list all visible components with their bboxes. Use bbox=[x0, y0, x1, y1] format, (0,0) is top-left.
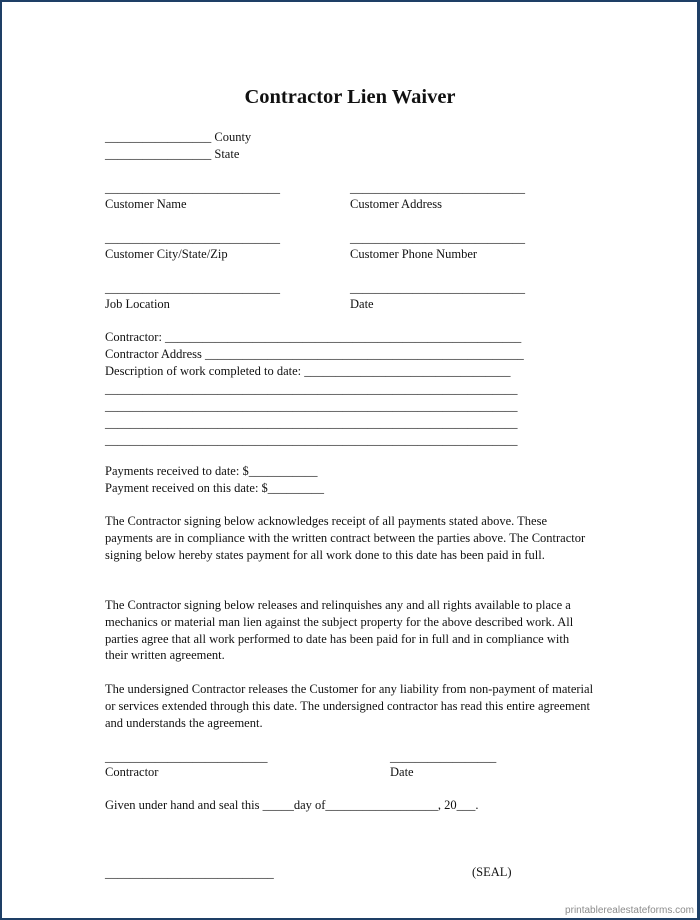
payments-to-date-field: Payments received to date: $___________ bbox=[105, 464, 318, 478]
signature-date-label: Date bbox=[390, 765, 414, 779]
customer-address-label: Customer Address bbox=[350, 197, 443, 211]
contractor-signature-label: Contractor bbox=[105, 765, 159, 779]
job-location-line: ____________________________ bbox=[105, 281, 280, 295]
final-signature-line: ___________________________ bbox=[105, 866, 274, 880]
description-blank-line: __________________________________________________________________ bbox=[105, 399, 518, 413]
customer-city-label: Customer City/State/Zip bbox=[105, 247, 228, 261]
work-description-field: Description of work completed to date: _________________________________ bbox=[105, 364, 511, 378]
customer-address-line: ____________________________ bbox=[350, 181, 525, 195]
customer-phone-line: ____________________________ bbox=[350, 231, 525, 245]
document-title: Contractor Lien Waiver bbox=[244, 86, 456, 108]
customer-name-line: ____________________________ bbox=[105, 181, 280, 195]
job-date-line: ____________________________ bbox=[350, 281, 525, 295]
county-field: _________________ County bbox=[105, 130, 252, 144]
paragraph-acknowledgment: The Contractor signing below acknowledges receipt of all payments stated above. These payments are in compliance with the written contract between the parties above. The Contractor signing below hereby states payment for all work done to this date has been paid in full. bbox=[105, 514, 586, 562]
job-location-label: Job Location bbox=[105, 297, 170, 311]
customer-city-line: ____________________________ bbox=[105, 231, 280, 245]
description-blank-line: __________________________________________________________________ bbox=[105, 416, 518, 430]
paragraph-release: The Contractor signing below releases and relinquishes any and all rights available to place a mechanics or material man lien against the subject property for the above described work. All parties agree that all work performed to date has been paid for in full and in compliance with their written agreement. bbox=[105, 598, 574, 663]
description-blank-line: __________________________________________________________________ bbox=[105, 433, 518, 447]
description-blank-line: __________________________________________________________________ bbox=[105, 382, 518, 396]
payment-this-date-field: Payment received on this date: $_________ bbox=[105, 481, 325, 495]
customer-phone-label: Customer Phone Number bbox=[350, 247, 478, 261]
job-date-label: Date bbox=[350, 297, 374, 311]
given-under-hand-line: Given under hand and seal this _____day of__________________, 20___. bbox=[105, 798, 479, 812]
seal-label: (SEAL) bbox=[472, 865, 512, 879]
watermark-text: printablerealestateforms.com bbox=[565, 905, 694, 916]
contractor-signature-line: __________________________ bbox=[105, 750, 268, 764]
contractor-field: Contractor: _________________________________________________________ bbox=[105, 330, 522, 344]
state-field: _________________ State bbox=[105, 147, 240, 161]
contractor-address-field: Contractor Address ___________________________________________________ bbox=[105, 347, 524, 361]
customer-name-label: Customer Name bbox=[105, 197, 187, 211]
paragraph-liability: The undersigned Contractor releases the Customer for any liability from non-payment of material or services extended through this date. The undersigned contractor has read this entire agreement and understands the agreement. bbox=[105, 682, 594, 730]
signature-date-line: _________________ bbox=[390, 750, 497, 764]
